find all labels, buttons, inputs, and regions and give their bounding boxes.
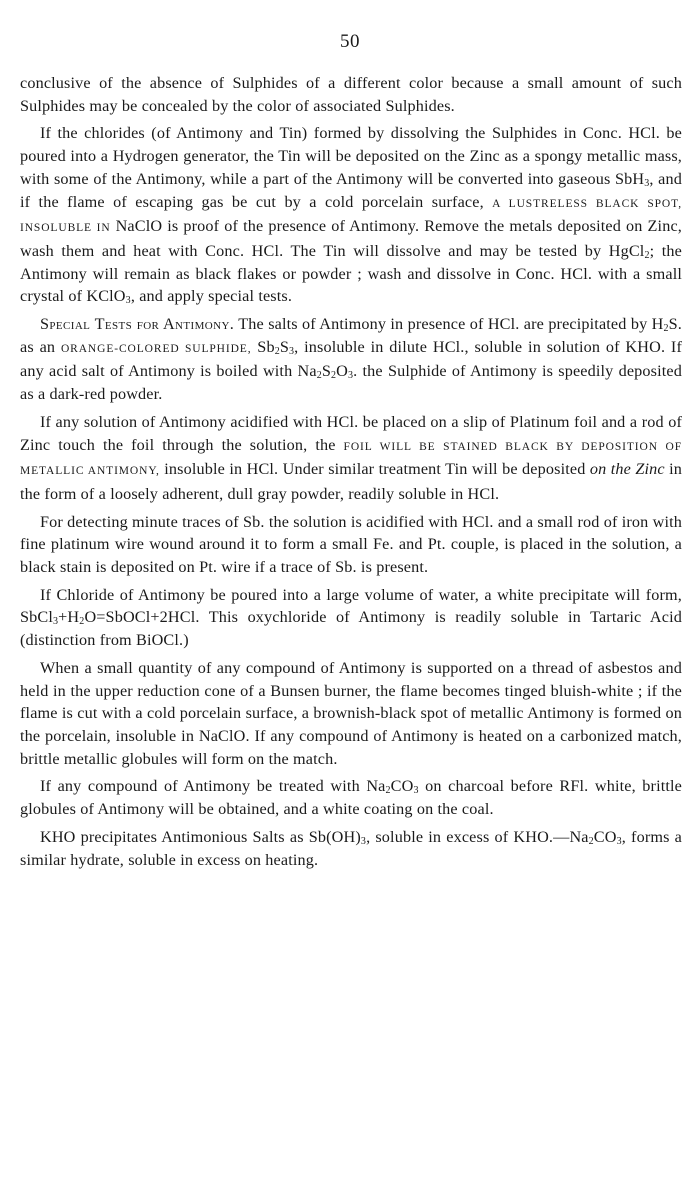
text-run: , and if the flame of escaping gas be cut by a cold porcelain surface,: [20, 169, 682, 211]
subscript: 2: [663, 323, 669, 335]
text-run: in the form of a loosely adherent, dull gray powder, readily soluble in HCl.: [20, 460, 682, 503]
body-text: [20, 72, 682, 871]
subscript: 3: [348, 370, 354, 382]
text-run: KHO precipitates Antimonious Salts as Sb(OH): [40, 827, 361, 846]
subscript: 3: [413, 785, 419, 797]
text-run: CO: [593, 827, 617, 846]
text-run: NaClO is proof of the presence of Antimony. Remove the metals deposited on Zinc, wash them and heat with Conc. HCl. The Tin will dissolve and may be tested by HgCl: [20, 217, 682, 260]
text-run: +H: [58, 608, 80, 627]
emphasis-smallcaps: ORANGE-COLORED SULPHIDE,: [60, 342, 252, 355]
text-run: If any solution of Antimony acidified with HCl. be placed on a slip of Platinum foil and a rod of Zinc touch the foil through the solution, the: [20, 412, 682, 454]
text-run: If Chloride of Antimony be poured into a large volume of water, a white precipitate will form, SbCl: [20, 585, 682, 627]
paragraph-special-tests: [20, 313, 682, 406]
paragraph-chloride-water: [20, 584, 682, 652]
subscript: 3: [289, 345, 295, 357]
text-run: . the Sulphide of Antimony is speedily deposited as a dark-red powder.: [20, 362, 682, 404]
text-run: Sb: [251, 337, 275, 356]
subscript: 2: [588, 835, 594, 847]
subscript: 2: [274, 345, 280, 357]
text-run: , soluble in excess of KHO.—Na: [366, 827, 589, 846]
text-run: If the chlorides (of Antimony and Tin) formed by dissolving the Sulphides in Conc. HCl. be poured into a Hydrogen generator, the Tin will be deposited on the Zinc as a spongy metallic mass, with some of the Antimony, while a part of the Antimony will be converted into gaseous SbH: [20, 124, 682, 188]
subscript: 3: [360, 835, 367, 847]
text-run: For detecting minute traces of Sb. the solution is acidified with HCl. and a small rod of iron with fine platinum wire wound around it to form a small Fe. and Pt. couple, is placed in the solution, a black stain is deposited on Pt. wire if a trace of Sb. is present.: [20, 512, 682, 577]
emphasis-smallcaps: FOIL WILL BE STAINED BLACK BY DEPOSITION OF METALLIC ANTIMONY,: [20, 440, 682, 478]
subscript: 2: [316, 370, 322, 382]
emphasis-smallcaps: A LUSTRELESS BLACK SPOT, INSOLUBLE IN: [20, 197, 682, 235]
text-run: S. as an: [20, 315, 682, 356]
text-run: O: [336, 362, 348, 381]
subscript: 2: [644, 249, 650, 261]
text-run: ; the Antimony will remain as black flakes or powder ; wash and dissolve in Conc. HCl. with a small crystal of KClO: [20, 241, 682, 306]
paragraph-minute-traces: [20, 511, 682, 579]
paragraph-hydrogen-generator: [20, 122, 682, 308]
emphasis-italic: on the Zinc: [589, 460, 665, 479]
paragraph-charcoal: [20, 775, 682, 820]
subscript: 2: [331, 370, 337, 382]
text-run: , forms a similar hydrate, soluble in excess on heating.: [20, 827, 682, 869]
subscript: 3: [616, 835, 622, 847]
text-run: The salts of Antimony in presence of HCl. are precipitated by H: [234, 315, 664, 334]
text-run: S: [321, 362, 331, 381]
paragraph-continuation: [20, 72, 682, 117]
paragraph-platinum-foil: [20, 411, 682, 506]
section-heading: Special Tests for Antimony.: [40, 315, 235, 334]
text-run: If any compound of Antimony be treated with Na: [40, 777, 386, 796]
subscript: 2: [385, 785, 391, 797]
subscript: 2: [79, 616, 85, 628]
text-run: , insoluble in dilute HCl., soluble in solution of KHO. If any acid salt of Antimony is boiled with Na: [20, 337, 683, 381]
text-run: S: [279, 337, 290, 356]
paragraph-bunsen-flame: [20, 657, 682, 771]
text-run: CO: [390, 777, 414, 796]
text-run: O=SbOCl+2HCl. This oxychloride of Antimony is readily soluble in Tartaric Acid (distinction from BiOCl.): [20, 608, 682, 650]
subscript: 3: [644, 177, 650, 189]
subscript: 3: [53, 616, 59, 628]
text-run: , and apply special tests.: [130, 287, 293, 306]
paragraph-kho: [20, 826, 682, 871]
subscript: 3: [125, 295, 131, 307]
page-number: 50: [340, 31, 360, 52]
text-run: conclusive of the absence of Sulphides of a different color because a small amount of such Sulphides may be concealed by the color of associated Sulphides.: [20, 74, 682, 115]
text-run: insoluble in HCl. Under similar treatment Tin will be deposited: [159, 460, 590, 479]
text-run: When a small quantity of any compound of Antimony is supported on a thread of asbestos and held in the upper reduction cone of a Bunsen burner, the flame becomes tinged bluish-white ; if the flame is cut with a cold porcelain surface, a brownish-black spot of metallic Antimony is formed on the porcelain, insoluble in NaClO. If any compound of Antimony is heated on a carbonized match, brittle metallic globules will form on the match.: [20, 658, 682, 768]
text-run: on charcoal before RFl. white, brittle globules of Antimony will be obtained, and a white coating on the coal.: [20, 777, 683, 819]
